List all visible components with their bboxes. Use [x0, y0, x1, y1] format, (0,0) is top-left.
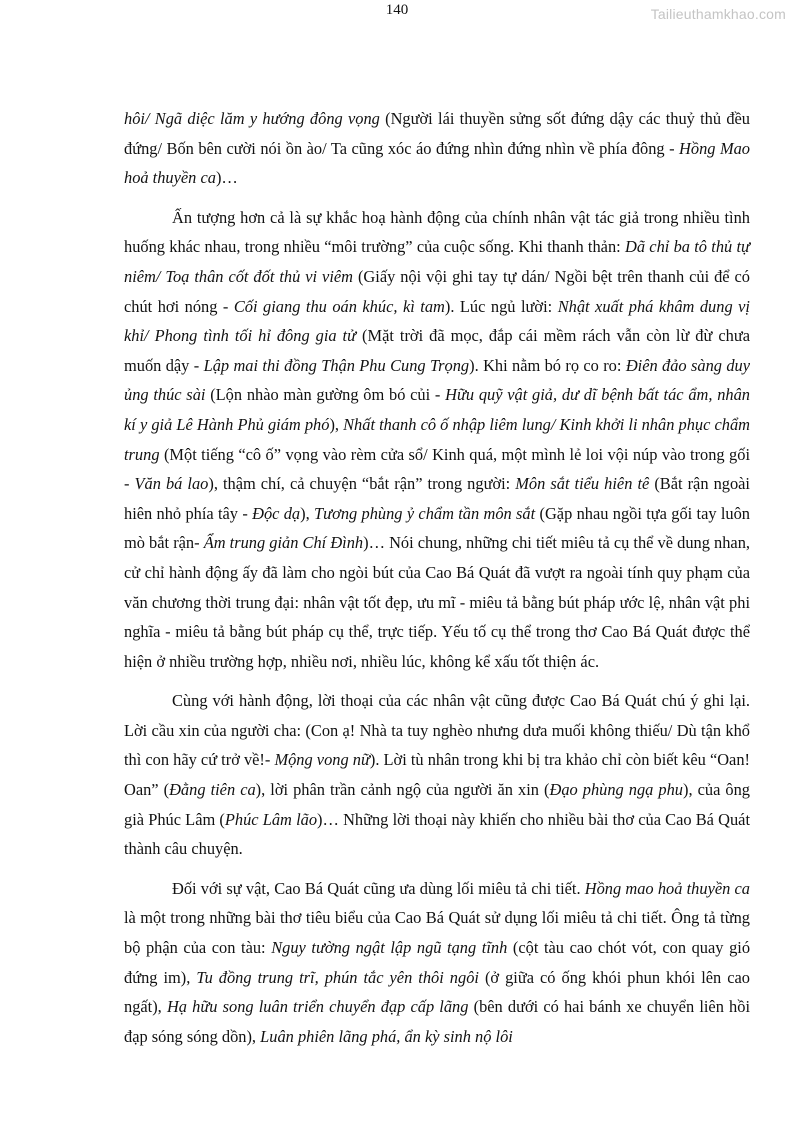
text-run: ), của ông già Phúc Lâm (: [124, 780, 751, 829]
paragraph: [124, 203, 750, 677]
italic-text: Nhật xuất phá khâm dung vị khỉ/ Phong tình tối hỉ đông gia tử: [124, 296, 750, 346]
italic-text: Dã chỉ ba tô thủ tự niêm/ Toạ thân cốt đốt thủ vi viêm: [124, 237, 750, 286]
text-run: (Một tiếng “cô ố” vọng vào rèm cửa sổ/ Kinh quá, một mình lẻ loi vội núp vào trong gối -: [124, 444, 750, 494]
text-run: Ấn tượng hơn cả là sự khắc hoạ hành động của chính nhân vật tác giả trong nhiều tình huống khác nhau, trong nhiều “môi trường” của cuộc sống. Khi thanh thản:: [124, 207, 750, 257]
text-run: (Lộn nhào màn gường ôm bó củi -: [205, 385, 446, 405]
text-run: ). Khi nằm bó rọ co ro:: [469, 355, 626, 375]
text-run: (ở giữa có ống khói phun khói lên cao ngất),: [124, 967, 750, 1017]
body-text: [124, 104, 750, 1061]
text-run: (Bắt rận ngoài hiên nhỏ phía tây -: [124, 474, 750, 523]
italic-text: Lập mai thi đồng Thận Phu Cung Trọng: [203, 355, 470, 375]
text-run: )…: [215, 168, 238, 188]
text-run: ), lời phân trần cảnh ngộ của người ăn xin (: [255, 780, 550, 800]
watermark: Tailieuthamkhao.com: [650, 6, 786, 22]
text-run: (Gặp nhau ngồi tựa gối tay luôn mò bắt rận-: [124, 503, 751, 553]
text-run: ), thậm chí, cả chuyện “bắt rận” trong người:: [208, 474, 516, 494]
paragraph: [124, 874, 750, 1052]
italic-text: Hồng mao hoả thuyền ca: [584, 878, 750, 898]
paragraph: [124, 104, 750, 193]
text-run: Cùng với hành động, lời thoại của các nhân vật cũng được Cao Bá Quát chú ý ghi lại. Lời cầu xin của người cha: (Con ạ! Nhà ta tuy nghèo nhưng dưa muối không thiếu/ Dù tận khổ thì con hãy cứ trở về!-: [124, 691, 750, 770]
text-run: (Giấy nội vội ghi tay tự dán/ Ngồi bệt trên thanh củi để có chút hơi nóng -: [124, 266, 751, 316]
italic-text: Môn sắt tiểu hiên tê: [515, 474, 650, 494]
italic-text: Đằng tiên ca: [169, 780, 256, 800]
text-run: (Mặt trời đã mọc, đắp cái mềm rách vẫn còn lừ đừ chưa muốn dậy -: [124, 326, 751, 375]
text-run: (cột tàu cao chót vót, con quay gió đứng im),: [124, 938, 751, 987]
text-run: ). Lời tù nhân trong khi bị tra khảo chỉ còn biết kêu “Oan! Oan” (: [124, 750, 750, 800]
italic-text: Điên đảo sàng duy ủng thúc sài: [124, 355, 750, 405]
italic-text: Nhất thanh cô ố nhập liêm lung/ Kinh khởi li nhân phục chẩm trung: [124, 414, 750, 464]
italic-text: Cối giang thu oán khúc, kì tam: [233, 296, 445, 316]
italic-text: Hạ hữu song luân triển chuyển đạp cấp lãng: [166, 997, 469, 1017]
text-run: ),: [329, 414, 344, 434]
text-run: (bên dưới có hai bánh xe chuyển liên hồi đạp sóng sóng dồn),: [124, 997, 750, 1046]
italic-text: Ẩm trung giản Chí Đình: [203, 533, 364, 553]
italic-text: Luân phiên lãng phá, ẩn kỳ sinh nộ lôi: [260, 1026, 513, 1046]
italic-text: Văn bá lao: [134, 474, 209, 494]
italic-text: Đạo phùng ngạ phu: [549, 780, 684, 800]
italic-text: Độc dạ: [252, 503, 301, 523]
italic-text: Phúc Lâm lão: [224, 809, 318, 829]
italic-text: Mộng vong nữ: [274, 750, 370, 770]
italic-text: Hữu quỹ vật giả, dư dĩ bệnh bất tác ẩm, nhân kí y giả Lê Hành Phủ giám phó: [124, 385, 751, 434]
italic-text: Tương phùng ỷ chẩm tần môn sắt: [314, 503, 536, 523]
text-run: )… Nói chung, những chi tiết miêu tả cụ thể về dung nhan, cử chỉ hành động ấy đã làm cho ngòi bút của Cao Bá Quát đã vượt ra ngoài tính quy phạm của văn chương thời trung đại: nhân vật tốt đẹp, ưu mĩ - miêu tả bằng bút pháp ước lệ, nhân vật phi nghĩa - miêu tả bằng bút pháp cụ thể, trực tiếp. Yếu tố cụ thể trong thơ Cao Bá Quát được thể hiện ở nhiều trường hợp, nhiều nơi, nhiều lúc, không kể xấu tốt thiện ác.: [124, 533, 750, 671]
italic-text: hôi/ Ngã diệc lăm y hướng đông vọng: [124, 109, 380, 128]
text-run: là một trong những bài thơ tiêu biểu của Cao Bá Quát sử dụng lối miêu tả chi tiết. Ông tả từng bộ phận của con tàu:: [124, 908, 750, 958]
text-run: )… Những lời thoại này khiến cho nhiều bài thơ của Cao Bá Quát thành câu chuyện.: [124, 809, 751, 859]
page-number: 140: [385, 2, 409, 18]
italic-text: Nguy tường ngật lập ngũ tạng tĩnh: [271, 938, 508, 958]
paragraph: [124, 686, 750, 864]
text-run: ). Lúc ngủ lười:: [444, 296, 558, 316]
italic-text: Tu đồng trung trĩ, phún tắc yên thôi ngôi: [196, 967, 479, 987]
text-run: (Người lái thuyền sửng sốt đứng dậy các thuỷ thủ đều đứng/ Bốn bên cười nói ồn ào/ Ta cũng xóc áo đứng nhìn đứng nhìn về phía đông -: [124, 109, 750, 158]
text-run: ),: [300, 503, 315, 523]
text-run: Đối với sự vật, Cao Bá Quát cũng ưa dùng lối miêu tả chi tiết.: [172, 878, 585, 898]
italic-text: Hồng Mao hoả thuyền ca: [124, 138, 750, 188]
